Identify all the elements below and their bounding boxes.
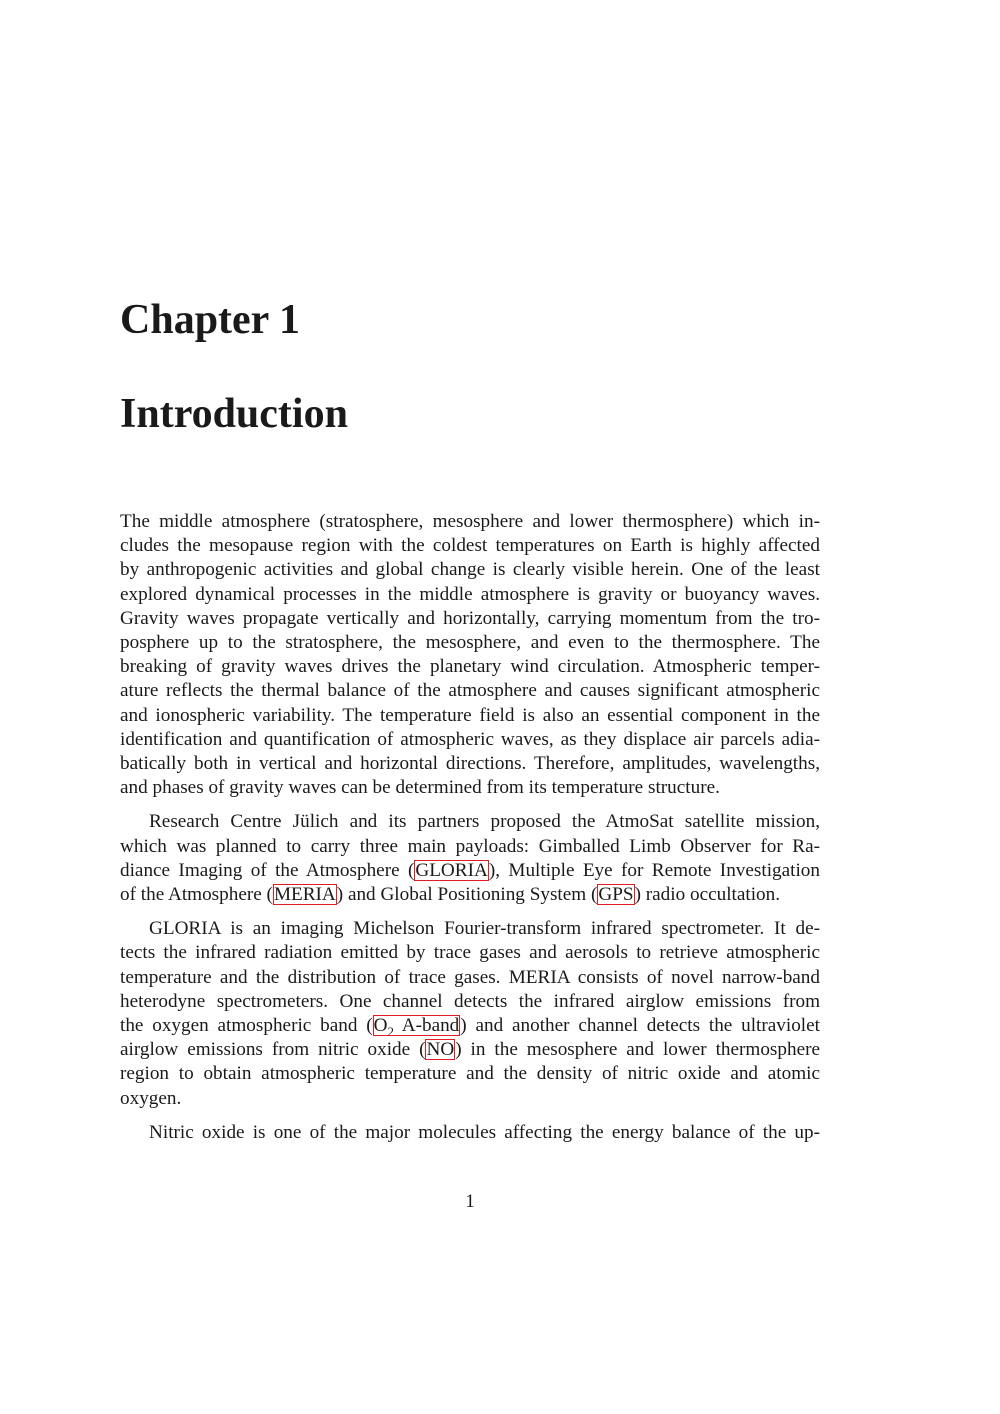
acronym-link-gloria[interactable]: GLORIA xyxy=(415,859,488,881)
text-fragment: the oxygen atmospheric band ( xyxy=(120,1015,373,1037)
text-line xyxy=(120,1038,820,1062)
text-line xyxy=(120,883,820,907)
text-line: oxygen. xyxy=(120,1087,182,1109)
page-number: 1 xyxy=(465,1191,475,1212)
paragraph-1 xyxy=(120,510,820,800)
subscript: 2 xyxy=(387,1023,394,1039)
acronym-text: A-band xyxy=(393,1015,460,1037)
text-line: and phases of gravity waves can be determined from its temperature structure. xyxy=(120,777,720,799)
paragraph-3 xyxy=(120,917,820,1111)
text-fragment: diance Imaging of the Atmosphere ( xyxy=(120,859,415,881)
text-line: explored dynamical processes in the middle atmosphere is gravity or buoyancy waves. xyxy=(120,583,820,605)
paragraph-2 xyxy=(120,810,820,907)
text-line: Nitric oxide is one of the major molecules affecting the energy balance of the up- xyxy=(149,1121,820,1143)
paragraph-4 xyxy=(120,1121,820,1145)
text-line xyxy=(120,859,820,883)
chapter-label: Chapter 1 xyxy=(120,297,301,343)
text-line: batically both in vertical and horizontal directions. Therefore, amplitudes, wavelengths, xyxy=(120,753,820,775)
text-fragment: ) radio occultation. xyxy=(634,884,781,906)
text-line: Gravity waves propagate vertically and horizontally, carrying momentum from the tro- xyxy=(120,607,820,629)
text-fragment: of the Atmosphere ( xyxy=(120,884,273,906)
text-line: heterodyne spectrometers. One channel detects the infrared airglow emissions from xyxy=(120,990,820,1012)
text-line: which was planned to carry three main payloads: Gimballed Limb Observer for Ra- xyxy=(120,835,820,857)
text-line: tects the infrared radiation emitted by trace gases and aerosols to retrieve atmospheric xyxy=(120,942,820,964)
text-line: GLORIA is an imaging Michelson Fourier-transform infrared spectrometer. It de- xyxy=(149,918,820,940)
text-line: Research Centre Jülich and its partners proposed the AtmoSat satellite mission, xyxy=(149,811,820,833)
acronym-link-o2-a-band[interactable] xyxy=(373,1015,461,1039)
text-line: The middle atmosphere (stratosphere, mesosphere and lower thermosphere) which in- xyxy=(120,511,820,532)
text-line: cludes the mesopause region with the coldest temperatures on Earth is highly affected xyxy=(120,535,820,557)
text-fragment: ) and another channel detects the ultraviolet xyxy=(460,1015,820,1037)
body-text xyxy=(120,510,820,1155)
text-fragment: airglow emissions from nitric oxide ( xyxy=(120,1039,426,1061)
text-line: posphere up to the stratosphere, the mesosphere, and even to the thermosphere. The xyxy=(120,632,820,654)
text-fragment: ), Multiple Eye for Remote Investigation xyxy=(488,859,820,881)
text-fragment: ) and Global Positioning System ( xyxy=(336,884,598,906)
text-line: region to obtain atmospheric temperature and the density of nitric oxide and atomic xyxy=(120,1063,820,1085)
chapter-title: Introduction xyxy=(120,391,348,437)
text-line: by anthropogenic activities and global change is clearly visible herein. One of the least xyxy=(120,559,820,581)
text-line xyxy=(120,1014,820,1038)
text-line: breaking of gravity waves drives the planetary wind circulation. Atmospheric temper- xyxy=(120,656,820,678)
text-line: ature reflects the thermal balance of the atmosphere and causes significant atmospheric xyxy=(120,680,820,702)
text-line: identification and quantification of atmospheric waves, as they displace air parcels adia- xyxy=(120,728,820,750)
text-fragment: ) in the mesosphere and lower thermosphere xyxy=(455,1039,821,1061)
acronym-text: O xyxy=(373,1015,388,1037)
text-line: and ionospheric variability. The temperature field is also an essential component in the xyxy=(120,704,820,726)
text-line: temperature and the distribution of trace gases. MERIA consists of novel narrow-band xyxy=(120,966,820,988)
acronym-link-meria[interactable]: MERIA xyxy=(273,884,336,906)
acronym-link-gps[interactable]: GPS xyxy=(598,884,634,906)
acronym-link-no[interactable]: NO xyxy=(426,1039,455,1061)
